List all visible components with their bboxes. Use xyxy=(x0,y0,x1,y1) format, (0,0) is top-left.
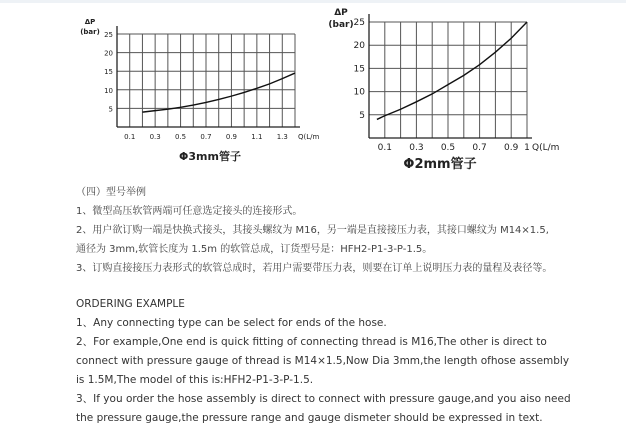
en-line-5: 3、If you order the hose assembly is direct to connect with pressure gauge,and you aiso need xyxy=(76,393,571,405)
y-tick-label: 10 xyxy=(353,87,365,98)
en-line-2: 2、For example,One end is quick fitting of connecting thread is M16,The other is direct to xyxy=(76,336,547,348)
x-axis-label: Q(L/m xyxy=(298,133,320,141)
x-tick-label: 0.9 xyxy=(504,143,519,153)
y-tick-label: 15 xyxy=(353,64,365,75)
x-tick-label: 0.7 xyxy=(200,133,212,141)
y-axis-label: (bar) xyxy=(80,28,100,36)
cn-line-3: 通径为 3mm,软管长度为 1.5m 的软管总成，订货型号是：HFH2-P1-3-P-1.5。 xyxy=(76,244,433,255)
x-tick-label: 0.1 xyxy=(377,143,392,153)
y-axis-label: ΔP xyxy=(84,18,96,26)
x-tick-label: 0.3 xyxy=(409,143,424,153)
en-line-1: 1、Any connecting type can be select for ends of the hose. xyxy=(76,317,387,329)
x-tick-label: 0.9 xyxy=(225,133,237,141)
cn-line-1: 1、微型高压软管两端可任意选定接头的连接形式。 xyxy=(76,206,303,217)
y-tick-label: 10 xyxy=(104,86,113,95)
en-heading: ORDERING EXAMPLE xyxy=(76,298,185,310)
x-tick-label: 0.5 xyxy=(175,133,187,141)
y-tick-label: 20 xyxy=(353,41,365,52)
x-axis-label: Q(L/m xyxy=(532,143,560,153)
y-tick-label: 25 xyxy=(353,18,365,28)
chart-title: Φ3mm管子 xyxy=(179,150,241,163)
cn-line-2: 2、用户欲订购一端是快换式接头，其接头螺纹为 M16，另一端是直接接压力表，其接口螺纹为 M14×1.5, xyxy=(76,225,549,236)
y-tick-label: 5 xyxy=(108,105,113,114)
cn-heading: （四）型号举例 xyxy=(76,187,146,198)
y-tick-label: 5 xyxy=(359,110,365,121)
x-tick-label: 0.5 xyxy=(440,143,456,153)
y-tick-label: 25 xyxy=(104,31,113,39)
y-axis-label: (bar) xyxy=(328,20,354,30)
y-tick-label: 20 xyxy=(104,49,113,58)
charts-area xyxy=(0,0,626,180)
x-tick-label: 1 xyxy=(524,143,530,153)
chart-title: Φ2mm管子 xyxy=(403,157,477,172)
x-tick-label: 1.1 xyxy=(251,133,263,141)
x-tick-label: 0.1 xyxy=(124,133,136,141)
x-tick-label: 0.3 xyxy=(149,133,161,141)
series-line-Φ2mm xyxy=(377,22,527,119)
en-line-3: connect with pressure gauge of thread is M14×1.5,Now Dia 3mm,the length ofhose assembly xyxy=(76,355,570,367)
x-tick-label: 1.3 xyxy=(276,133,288,141)
en-line-6: the pressure gauge,the pressure range and gauge dismeter should be expressed in text. xyxy=(76,412,543,424)
cn-line-4: 3、订购直接接压力表形式的软管总成时，若用户需要带压力表，则要在订单上说明压力表的量程及表径等。 xyxy=(76,263,553,274)
y-tick-label: 15 xyxy=(104,68,113,77)
y-axis-label: ΔP xyxy=(334,8,348,18)
x-tick-label: 0.7 xyxy=(472,143,487,153)
en-line-4: is 1.5M,The model of this is:HFH2-P1-3-P-1.5. xyxy=(76,374,314,386)
